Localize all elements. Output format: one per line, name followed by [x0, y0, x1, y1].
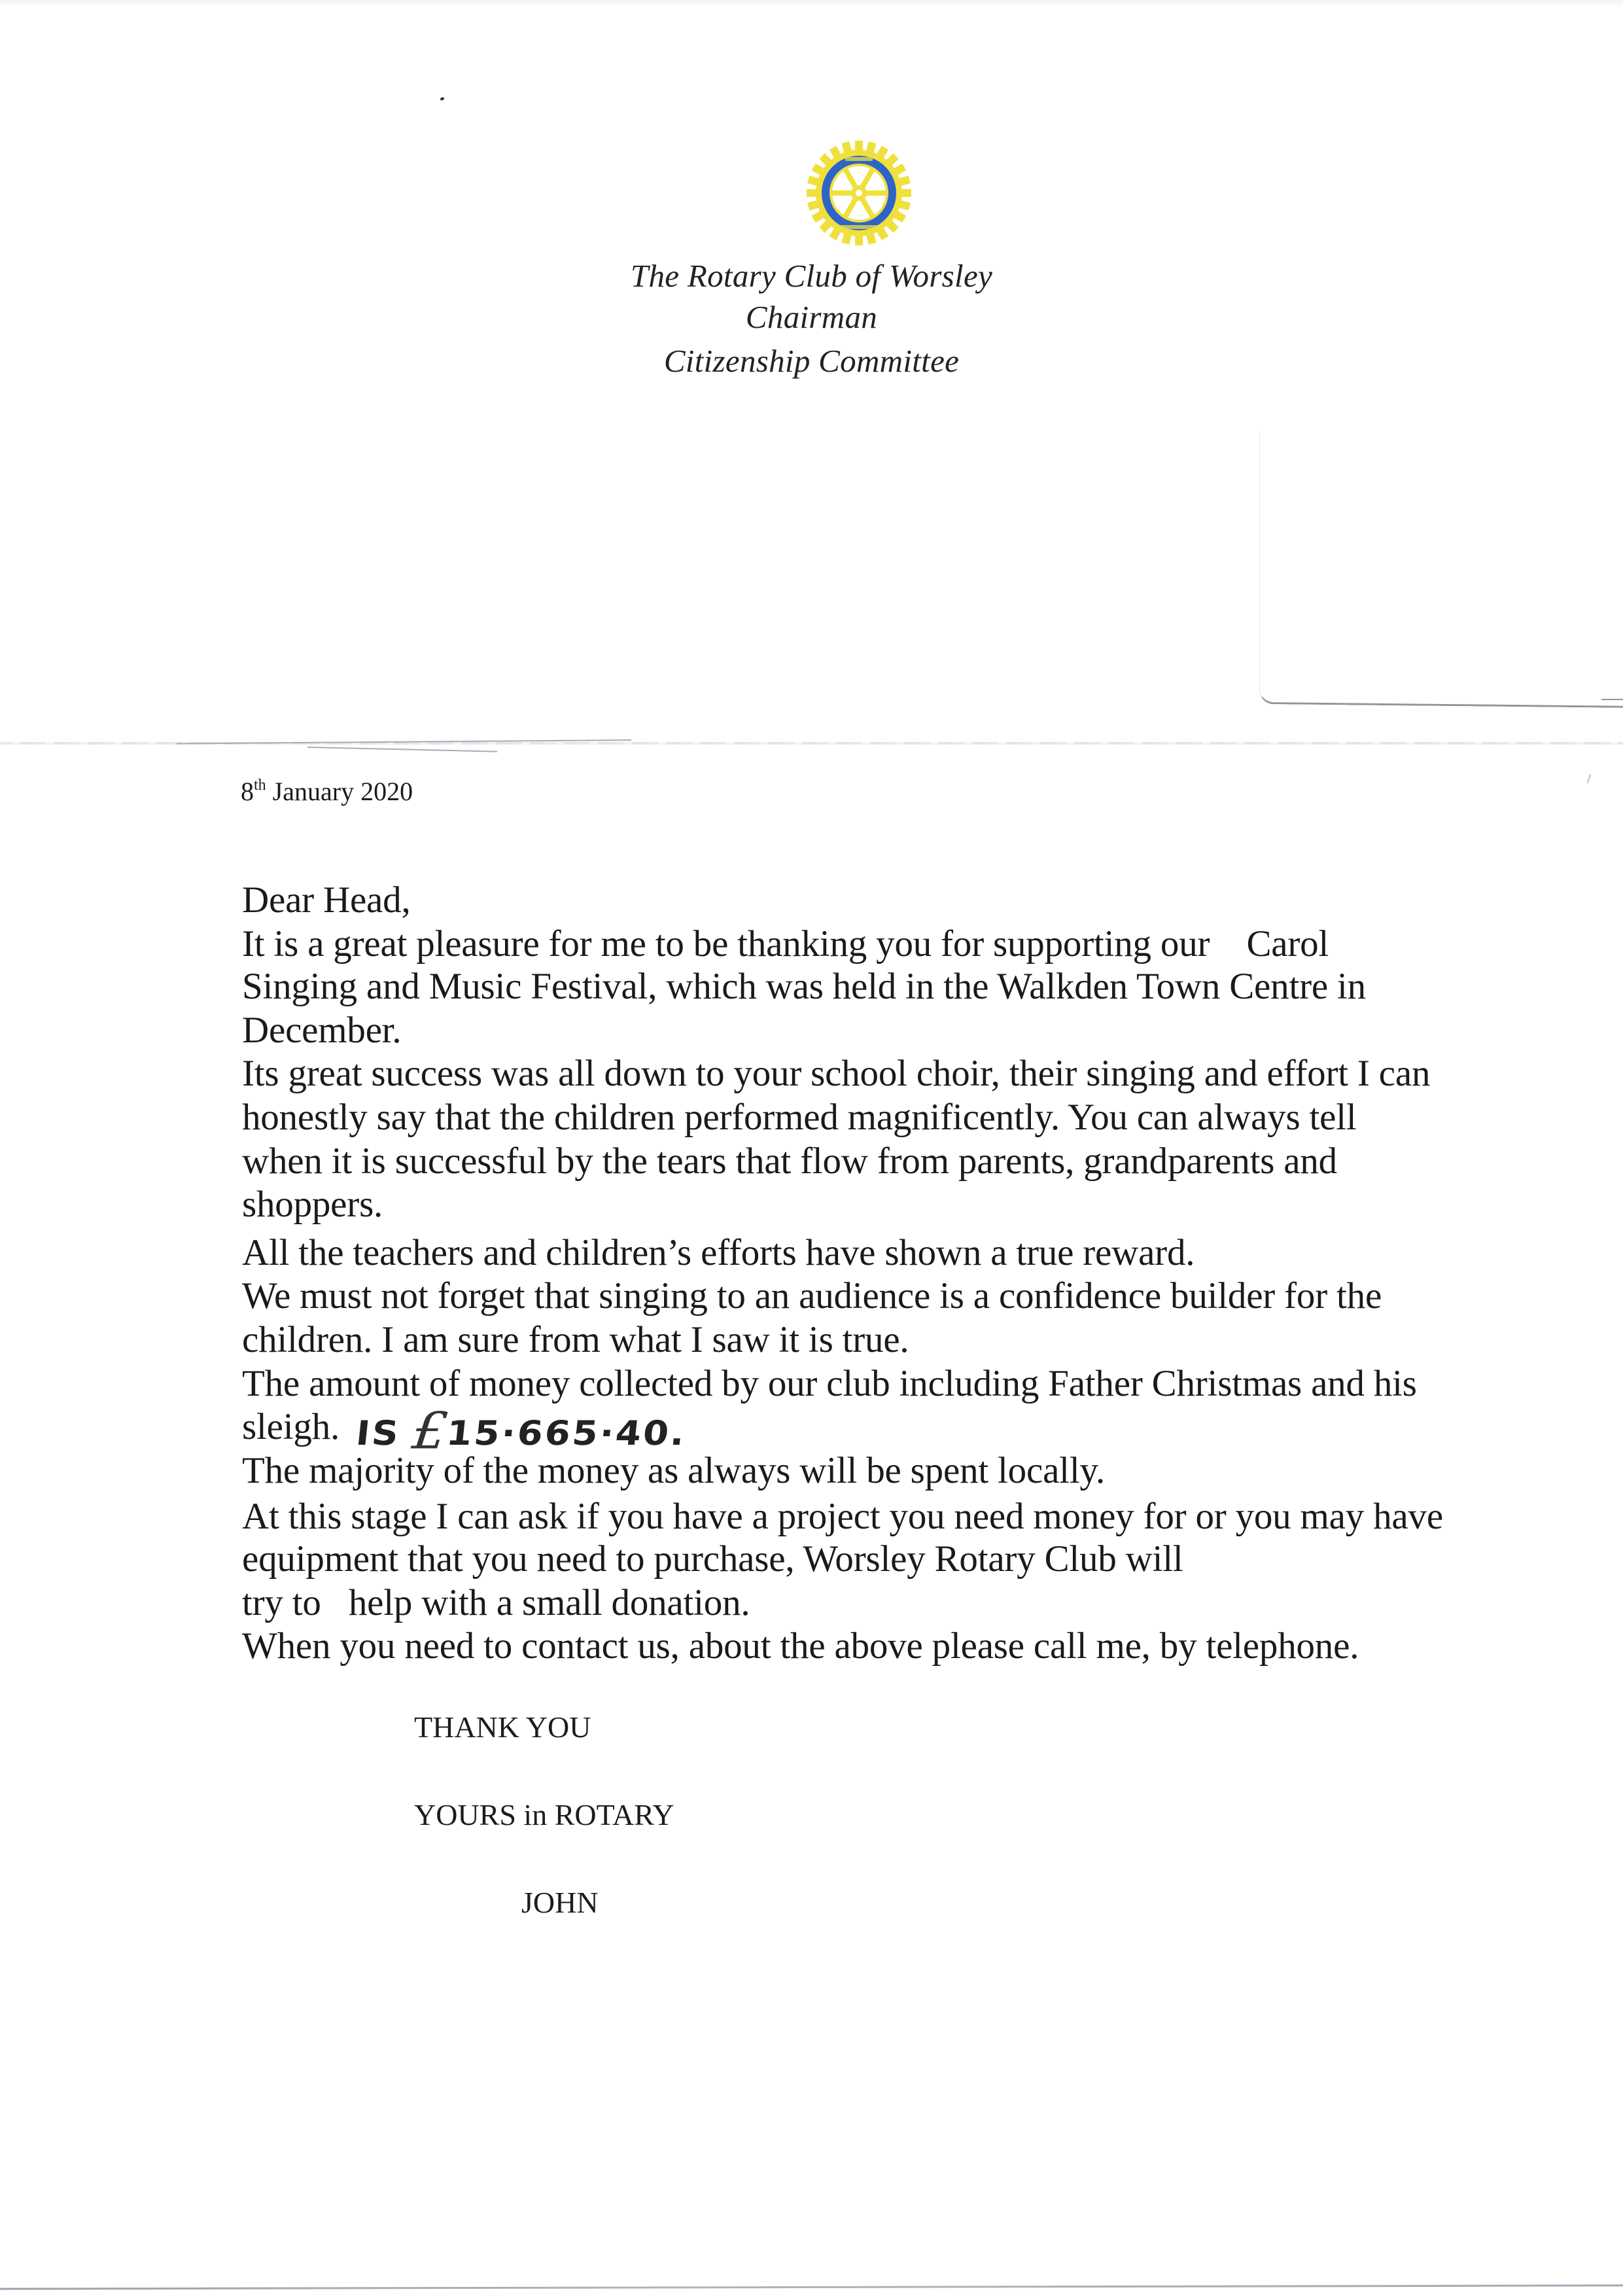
body-line: sleigh.	[242, 1406, 340, 1447]
body-line: children. I am sure from what I saw it is true.	[242, 1319, 909, 1360]
body-line: December.	[242, 1010, 402, 1051]
body-line: honestly say that the children performed magnificently. You can always tell	[242, 1097, 1357, 1138]
envelope-window-outline	[1259, 432, 1623, 708]
body-line: equipment that you need to purchase, Worsley Rotary Club will	[242, 1538, 1183, 1580]
scan-mark	[1587, 774, 1592, 783]
fold-crease-left-lower	[307, 747, 497, 752]
handwritten-value: 15·665·40.	[444, 1414, 689, 1453]
logo-hub-hole	[856, 190, 862, 196]
salutation: Dear Head,	[242, 879, 411, 921]
body-line: shoppers.	[242, 1184, 383, 1225]
body-line: It is a great pleasure for me to be thanking you for supporting our Carol	[242, 923, 1329, 964]
page-top-edge	[0, 0, 1623, 7]
pound-sign: £	[409, 1401, 453, 1461]
signatory-name: JOHN	[521, 1886, 599, 1919]
closing-thanks: THANK YOU	[414, 1710, 591, 1744]
date-ordinal: th	[254, 776, 266, 794]
closing-sign-off: YOURS in ROTARY	[414, 1798, 674, 1831]
body-line: When you need to contact us, about the above please call me, by telephone.	[242, 1625, 1359, 1667]
organisation-name: The Rotary Club of Worsley	[630, 258, 993, 294]
date-day: 8	[241, 777, 254, 806]
body-line: The majority of the money as always will be spent locally.	[242, 1450, 1106, 1491]
page-bottom-edge	[0, 2284, 1623, 2289]
body-line: when it is successful by the tears that flow from parents, grandparents and	[242, 1140, 1337, 1182]
committee-name: Citizenship Committee	[663, 343, 960, 379]
date-month-year: January 2020	[266, 777, 413, 806]
handwritten-amount	[354, 1401, 689, 1461]
letter-date	[241, 776, 413, 807]
sender-role: Chairman	[745, 299, 878, 335]
body-line: We must not forget that singing to an audience is a confidence builder for the	[242, 1275, 1382, 1316]
handwritten-prefix: IS	[354, 1414, 417, 1453]
body-line: Its great success was all down to your school choir, their singing and effort I can	[242, 1053, 1431, 1094]
body-line: try to help with a small donation.	[242, 1582, 750, 1623]
envelope-window-tick	[1601, 699, 1623, 700]
body-line: The amount of money collected by our club including Father Christmas and his	[242, 1363, 1417, 1404]
body-line: At this stage I can ask if you have a project you need money for or you may have	[242, 1496, 1443, 1537]
body-line: Singing and Music Festival, which was held in the Walkden Town Centre in	[242, 966, 1366, 1007]
rotary-wheel-icon	[803, 137, 915, 249]
body-line: All the teachers and children’s efforts have shown a true reward.	[242, 1232, 1195, 1273]
scan-speck	[440, 97, 444, 101]
